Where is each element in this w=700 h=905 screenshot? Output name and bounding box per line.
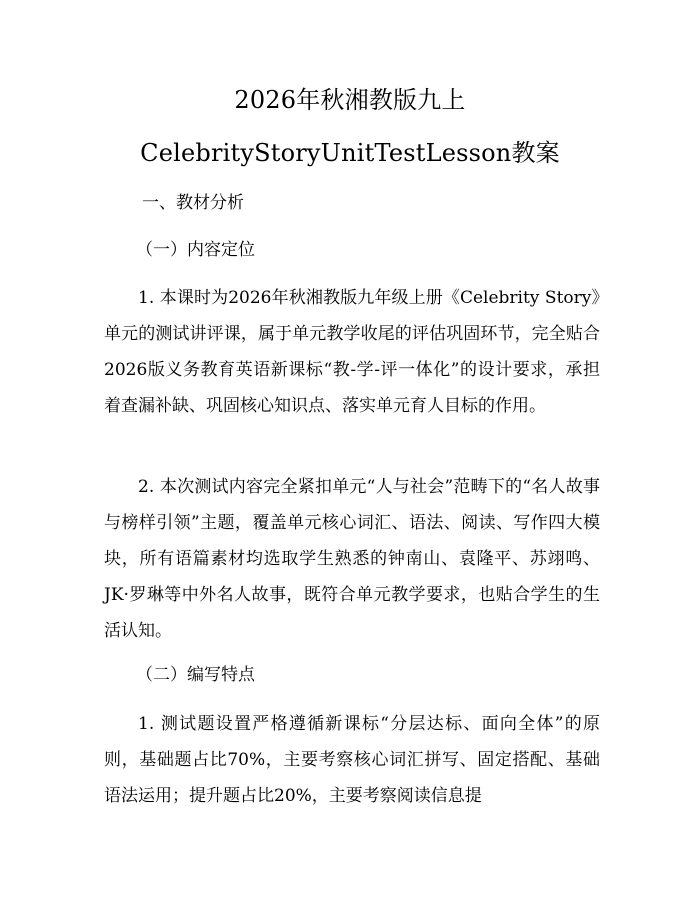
paragraph-content-positioning-1: 1. 本课时为2026年秋湘教版九年级上册《Celebrity Story》单元的测试讲评课，属于单元教学收尾的评估巩固环节，完全贴合2026版义务教育英语新课标“教-学-评一体化”的设计要求，承担着查漏补缺、巩固核心知识点、落实单元育人目标的作用。 <box>104 288 600 416</box>
paragraph-writing-features-1: 1. 测试题设置严格遵循新课标“分层达标、面向全体”的原则，基础题占比70%，主要考察核心词汇拼写、固定搭配、基础语法运用；提升题占比20%，主要考察阅读信息提 <box>104 714 600 806</box>
document-title-line-2: CelebrityStoryUnitTestLesson教案 <box>140 139 560 167</box>
section-heading-textbook-analysis: 一、教材分析 <box>142 193 244 213</box>
subsection-heading-writing-features: （二）编写特点 <box>136 665 255 685</box>
subsection-heading-content-positioning: （一）内容定位 <box>136 240 255 260</box>
paragraph-content-positioning-2: 2. 本次测试内容完全紧扣单元“人与社会”范畴下的“名人故事与榜样引领”主题，覆盖单元核心词汇、语法、阅读、写作四大模块，所有语篇素材均选取学生熟悉的钟南山、袁隆平、苏翊鸣、JK·罗琳等中外名人故事，既符合单元教学要求，也贴合学生的生活认知。 <box>104 477 600 641</box>
document-title-line-1: 2026年秋湘教版九上 <box>234 86 466 114</box>
